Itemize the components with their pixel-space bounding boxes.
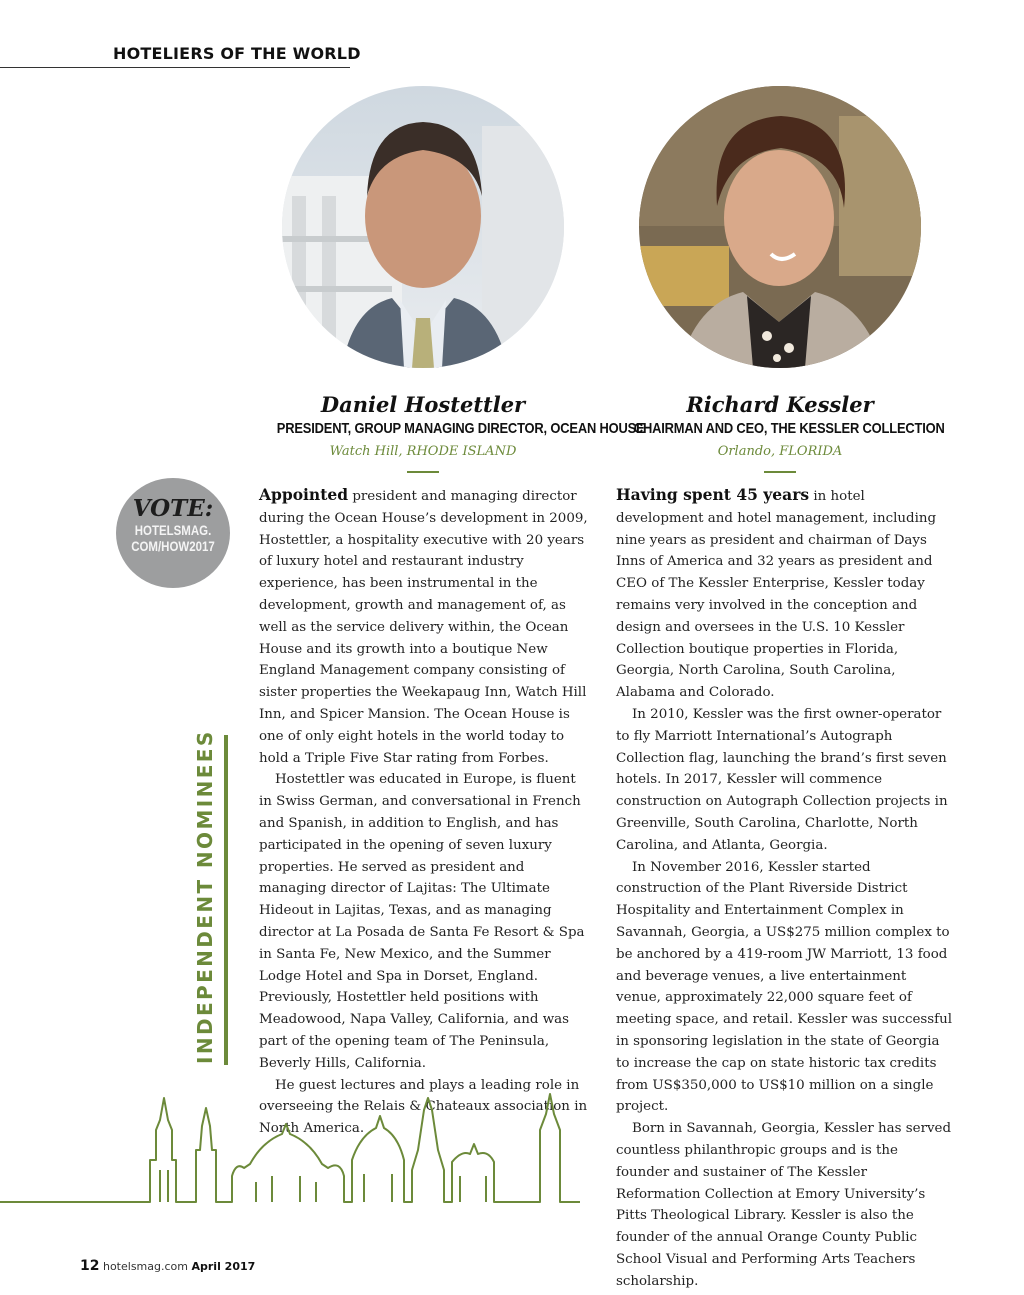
nominee-name: Daniel Hostettler (320, 392, 526, 417)
name-divider (764, 471, 796, 473)
vote-word: VOTE: (132, 495, 214, 522)
bio-text: president and managing director during the Ocean House’s development in 2009, Hostettler, a hospitality executive with 20 years of luxury hotel and restaurant industry experience, has been instrumental in the development, growth and management of, as well as the service delivery within, the Ocean House and its growth into a boutique New England Management company consisting of sister properties the Weekapaug Inn, Watch Hill Inn, and Spicer Mansion. The Ocean House is one of only eight hotels in the world today to hold a Triple Five Star rating from Forbes. (259, 489, 588, 766)
page-number: 12 (80, 1258, 100, 1274)
header-rule (0, 67, 350, 68)
vote-url-line2: COM/HOW2017 (131, 538, 215, 554)
bio-paragraph (616, 484, 952, 704)
vote-url-line1: HOTELSMAG. (134, 522, 212, 538)
footer-date: April 2017 (191, 1260, 256, 1273)
bio-lead: Having spent 45 years (616, 485, 810, 504)
bio-paragraph: In November 2016, Kessler started construction of the Plant Riverside District Hospitality and Entertainment Complex in Savannah, Georgia, a US$275 million complex to be anchored by a 419-room JW Marriott, 13 food and beverage venues, a live entertainment venue, approximately 22,000 square feet of meeting space, and retail. Kessler was successful in sponsoring legislation in the state of Georgia to increase the cap on state historic tax credits from US$350,000 to US$10 million on a single project. (616, 859, 953, 1115)
page-footer (80, 1258, 255, 1274)
bio-paragraph: Hostettler was educated in Europe, is fluent in Swiss German, and conversational in French and Spanish, in addition to English, and has participated in the opening of seven luxury properties. He served as president and managing director of Lajitas: The Ultimate Hideout in Lajitas, Texas, and as managing director at La Posada de Santa Fe Resort & Spa in Santa Fe, New Mexico, and the Summer Lodge Hotel and Spa in Dorset, England. Previously, Hostettler held positions with Meadowood, Napa Valley, California, and was part of the opening team of The Peninsula, Beverly Hills, California. (259, 772, 585, 1071)
name-divider (407, 471, 439, 473)
nominee-2-heading (610, 391, 950, 473)
portrait-richard-kessler (639, 86, 921, 368)
side-accent-bar (224, 735, 228, 1065)
skyline-illustration (0, 1090, 600, 1220)
nominee-title: CHAIRMAN AND CEO, THE KESSLER COLLECTION (633, 420, 945, 437)
nominee-location: Orlando, FLORIDA (717, 444, 843, 459)
bio-richard-kessler (616, 484, 952, 1292)
bio-paragraph (259, 484, 589, 769)
bio-text: in hotel development and hotel management, including nine years as president and chairman of Days Inns of America and 32 years as president and CEO of The Kessler Enterprise, Kessler today remains very involved in the conception and design and oversees in the U.S. 10 Kessler Collection boutique properties in Florida, Georgia, North Carolina, South Carolina, Alabama and Colorado. (616, 489, 937, 701)
footer-site[interactable]: hotelsmag.com (102, 1260, 188, 1273)
nominee-title: PRESIDENT, GROUP MANAGING DIRECTOR, OCEAN HOUSE (276, 420, 645, 437)
nominee-location: Watch Hill, RHODE ISLAND (329, 444, 517, 459)
bio-paragraph: In 2010, Kessler was the first owner-operator to fly Marriott International’s Autograph Collection flag, launching the brand’s first seven hotels. In 2017, Kessler will commence construction on Autograph Collection projects in Greenville, South Carolina, Charlotte, North Carolina, and Atlanta, Georgia. (616, 706, 948, 853)
bio-paragraph: He guest lectures and plays a leading role in overseeing the Relais & Chateaux association in North America. (259, 1077, 588, 1137)
nominee-name: Richard Kessler (686, 392, 874, 417)
independent-nominees-label: INDEPENDENT NOMINEES (193, 729, 217, 1064)
nominee-1-heading (253, 391, 645, 473)
section-title: HOTELIERS OF THE WORLD (113, 44, 361, 63)
vote-badge[interactable] (116, 478, 230, 588)
bio-lead: Appointed (259, 485, 349, 504)
portrait-daniel-hostettler (282, 86, 564, 368)
bio-paragraph: Born in Savannah, Georgia, Kessler has served countless philanthropic groups and is the founder and sustainer of The Kessler Reformation Collection at Emory University’s Pitts Theological Library. Kessler is also the founder of the annual Orange County Public School Visual and Performing Arts Teachers scholarship. (616, 1121, 952, 1289)
bio-daniel-hostettler (259, 484, 589, 1140)
